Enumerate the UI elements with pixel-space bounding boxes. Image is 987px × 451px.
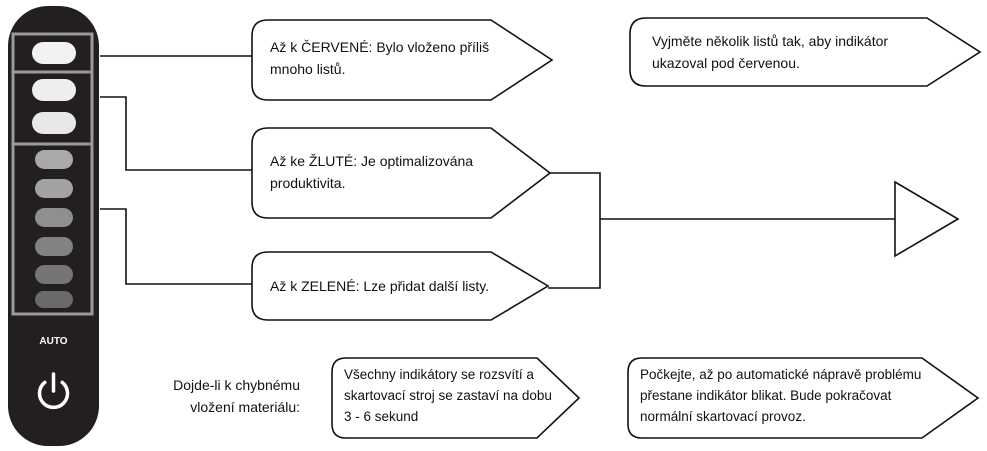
callout-all-lights-line3: 3 - 6 sekund — [344, 409, 419, 424]
jam-label-line1: Dojde-li k chybnému — [173, 377, 300, 393]
callout-all-lights-text — [344, 364, 552, 427]
callout-green-line1: Až k ZELENÉ: Lze přidat další listy. — [270, 278, 490, 294]
callout-red-line1: Až k ČERVENÉ: Bylo vloženo příliš — [270, 39, 490, 55]
callout-all-lights-line1: Všechny indikátory se rozsvítí a — [344, 367, 534, 382]
callout-wait-line1: Počkejte, až po automatické nápravě problému — [640, 367, 922, 382]
callout-wait-text — [640, 364, 921, 427]
callout-all-lights-line2: skartovací stroj se zastaví na dobu — [344, 388, 552, 403]
callout-red-text — [270, 36, 489, 80]
callout-red-line2: mnoho listů. — [270, 61, 346, 77]
bracket — [548, 173, 600, 288]
connector-yellow — [100, 97, 255, 170]
callout-remove-text — [652, 30, 888, 74]
auto-label: AUTO — [39, 336, 68, 347]
callout-green-text — [270, 275, 489, 297]
callout-remove-line2: ukazoval pod červenou. — [652, 55, 800, 71]
callout-remove-line1: Vyjměte několik listů tak, aby indikátor — [652, 33, 889, 49]
callout-yellow-text — [270, 150, 473, 194]
jam-label — [120, 374, 300, 418]
jam-label-line2: vložení materiálu: — [190, 399, 300, 415]
callout-yellow-line1: Až ke ŽLUTÉ: Je optimalizována — [270, 153, 474, 169]
arrow-head — [895, 182, 958, 256]
callout-wait-line2: přestane indikátor blikat. Bude pokračovat — [640, 388, 892, 403]
connector-green — [100, 209, 255, 284]
callout-yellow-line2: produktivita. — [270, 175, 346, 191]
callout-wait-line3: normální skartovací provoz. — [640, 409, 806, 424]
